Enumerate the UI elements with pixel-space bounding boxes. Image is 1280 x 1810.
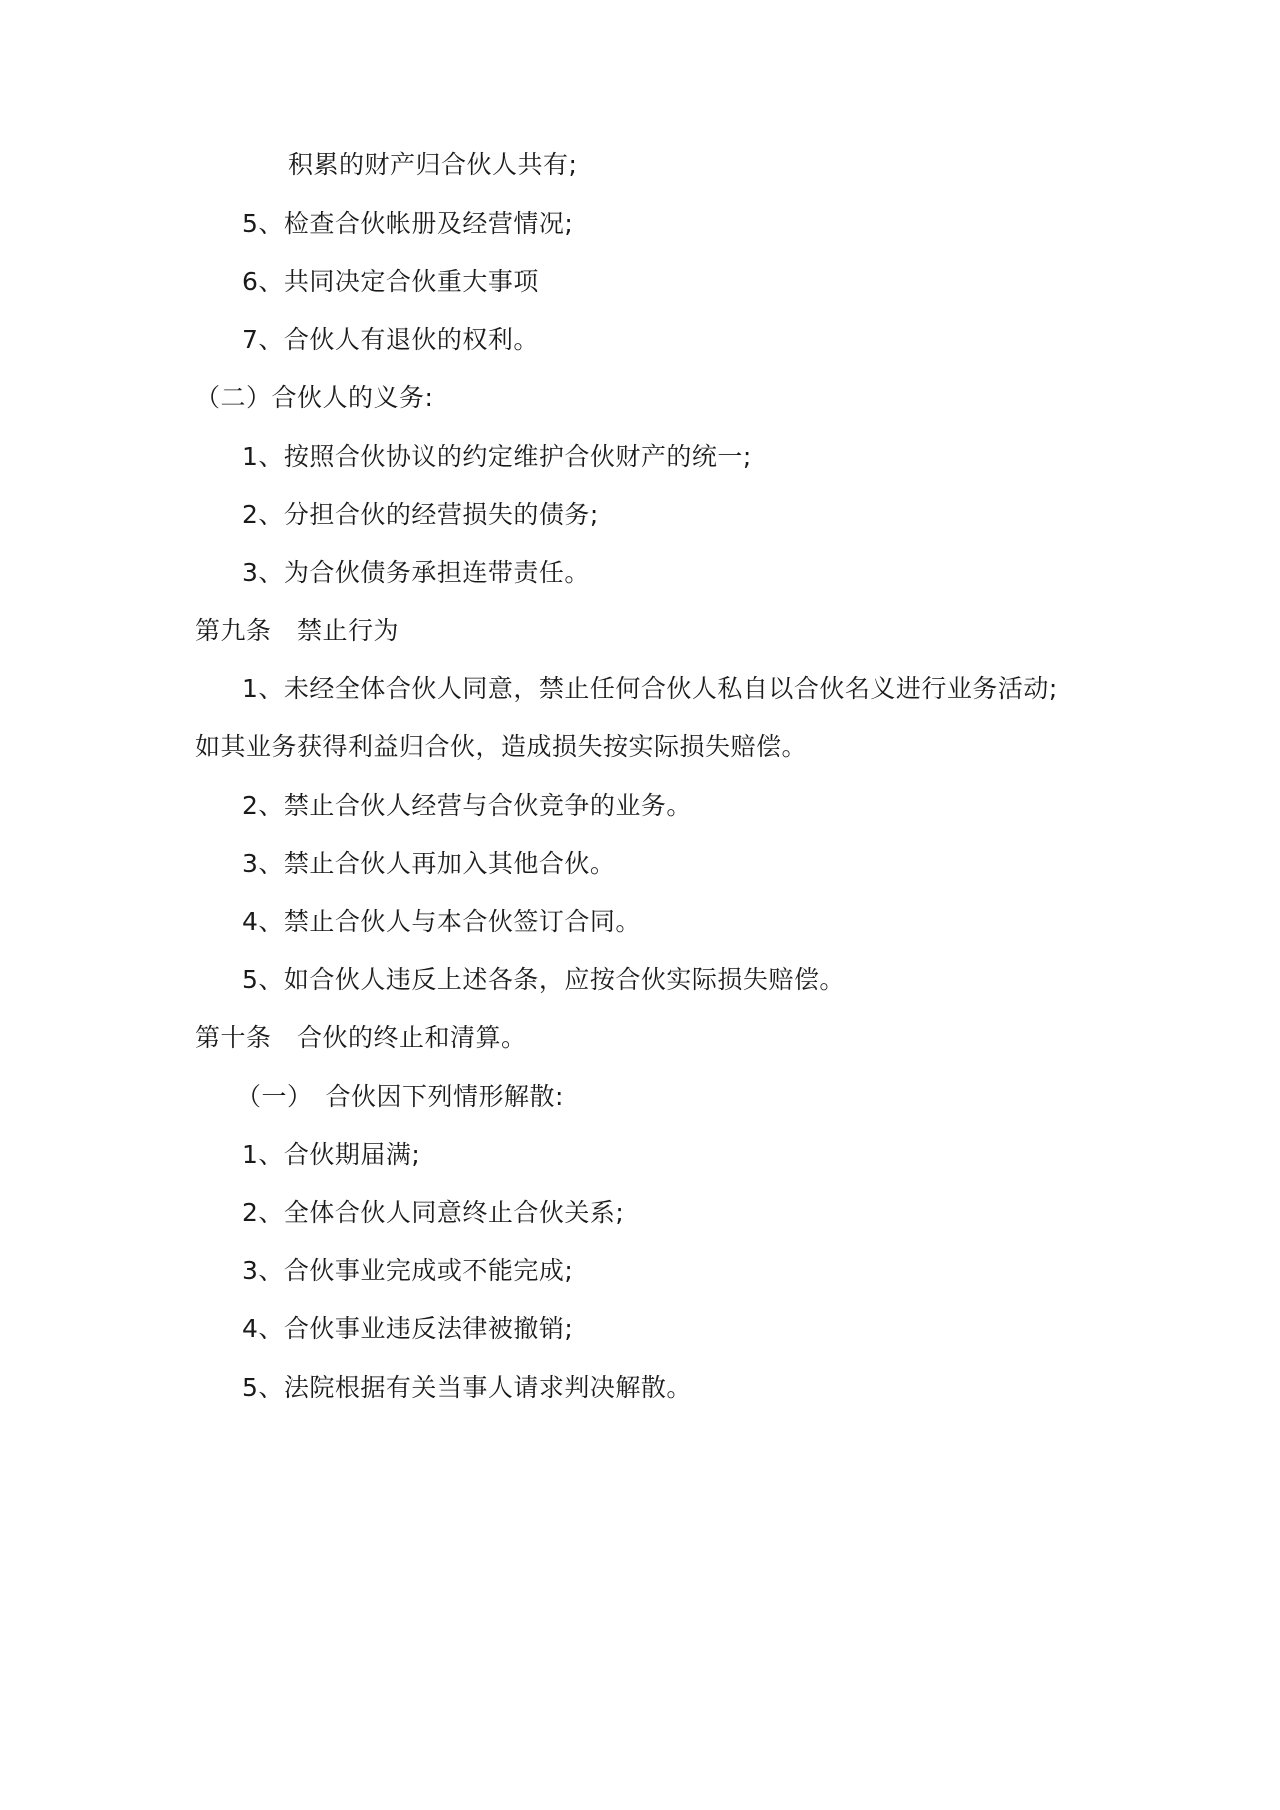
list-item: 1、未经全体合伙人同意，禁止任何合伙人私自以合伙名义进行业务活动; <box>242 674 1058 703</box>
list-item: 3、合伙事业完成或不能完成; <box>242 1256 574 1285</box>
list-item: 4、禁止合伙人与本合伙签订合同。 <box>242 907 641 936</box>
text-line: 如其业务获得利益归合伙，造成损失按实际损失赔偿。 <box>195 732 808 761</box>
text-line: 积累的财产归合伙人共有; <box>288 150 578 179</box>
list-item: 3、为合伙债务承担连带责任。 <box>242 558 590 587</box>
list-item: 2、禁止合伙人经营与合伙竞争的业务。 <box>242 791 692 820</box>
list-item: 3、禁止合伙人再加入其他合伙。 <box>242 849 616 878</box>
list-item: 4、合伙事业违反法律被撤销; <box>242 1314 574 1343</box>
list-item: 2、全体合伙人同意终止合伙关系; <box>242 1198 625 1227</box>
list-item: 1、合伙期届满; <box>242 1140 421 1169</box>
article-heading: 第九条 禁止行为 <box>195 616 400 645</box>
list-item: 2、分担合伙的经营损失的债务; <box>242 500 599 529</box>
section-heading: （一） 合伙因下列情形解散: <box>236 1082 564 1111</box>
list-item: 1、按照合伙协议的约定维护合伙财产的统一; <box>242 442 752 471</box>
list-item: 5、如合伙人违反上述各条，应按合伙实际损失赔偿。 <box>242 965 845 994</box>
article-heading: 第十条 合伙的终止和清算。 <box>195 1023 527 1052</box>
list-item: 5、检查合伙帐册及经营情况; <box>242 209 574 238</box>
list-item: 5、法院根据有关当事人请求判决解散。 <box>242 1373 692 1402</box>
list-item: 7、合伙人有退伙的权利。 <box>242 325 539 354</box>
section-heading: （二）合伙人的义务: <box>195 383 434 412</box>
list-item: 6、共同决定合伙重大事项 <box>242 267 539 296</box>
